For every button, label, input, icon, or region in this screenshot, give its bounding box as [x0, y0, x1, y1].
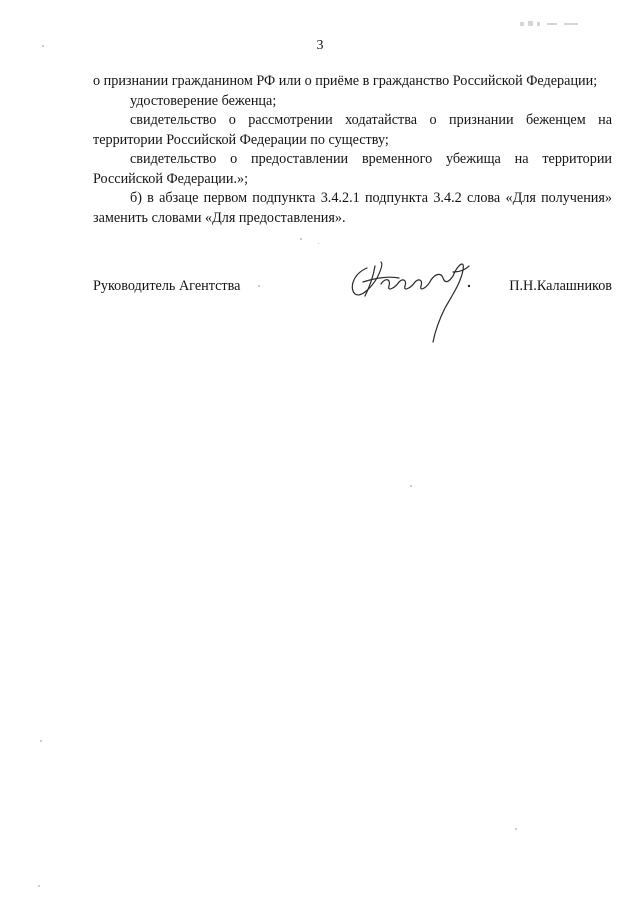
paragraph-4: свидетельство о предоставлении временного убежища на территории Российской Федерации.»; [93, 151, 612, 187]
paragraph-3: свидетельство о рассмотрении ходатайства о признании беженцем на территории Российской Федерации по существу; [93, 112, 612, 148]
paragraph-2: удостоверение беженца; [130, 92, 277, 109]
scan-speck [300, 238, 302, 240]
scan-speck [318, 243, 319, 244]
signer-title: Руководитель Агентства [93, 278, 241, 294]
scan-speck [40, 740, 42, 742]
scan-speck [42, 45, 44, 47]
signer-name: П.Н.Калашников [509, 278, 612, 294]
paragraph-1: о признании гражданином РФ или о приёме в гражданство Российской Федерации; [93, 73, 598, 89]
paragraph-5: б) в абзаце первом подпункта 3.4.2.1 подпункта 3.4.2 слова «Для получения» заменить словами «Для предоставления». [93, 190, 612, 226]
page-number: 3 [316, 38, 324, 53]
faint-stamp-mark [520, 20, 590, 28]
scan-speck [410, 485, 412, 487]
scan-speck [38, 885, 40, 887]
scan-speck [258, 285, 260, 287]
scan-speck [515, 828, 517, 830]
handwritten-signature [345, 248, 475, 348]
document-body [93, 72, 612, 228]
